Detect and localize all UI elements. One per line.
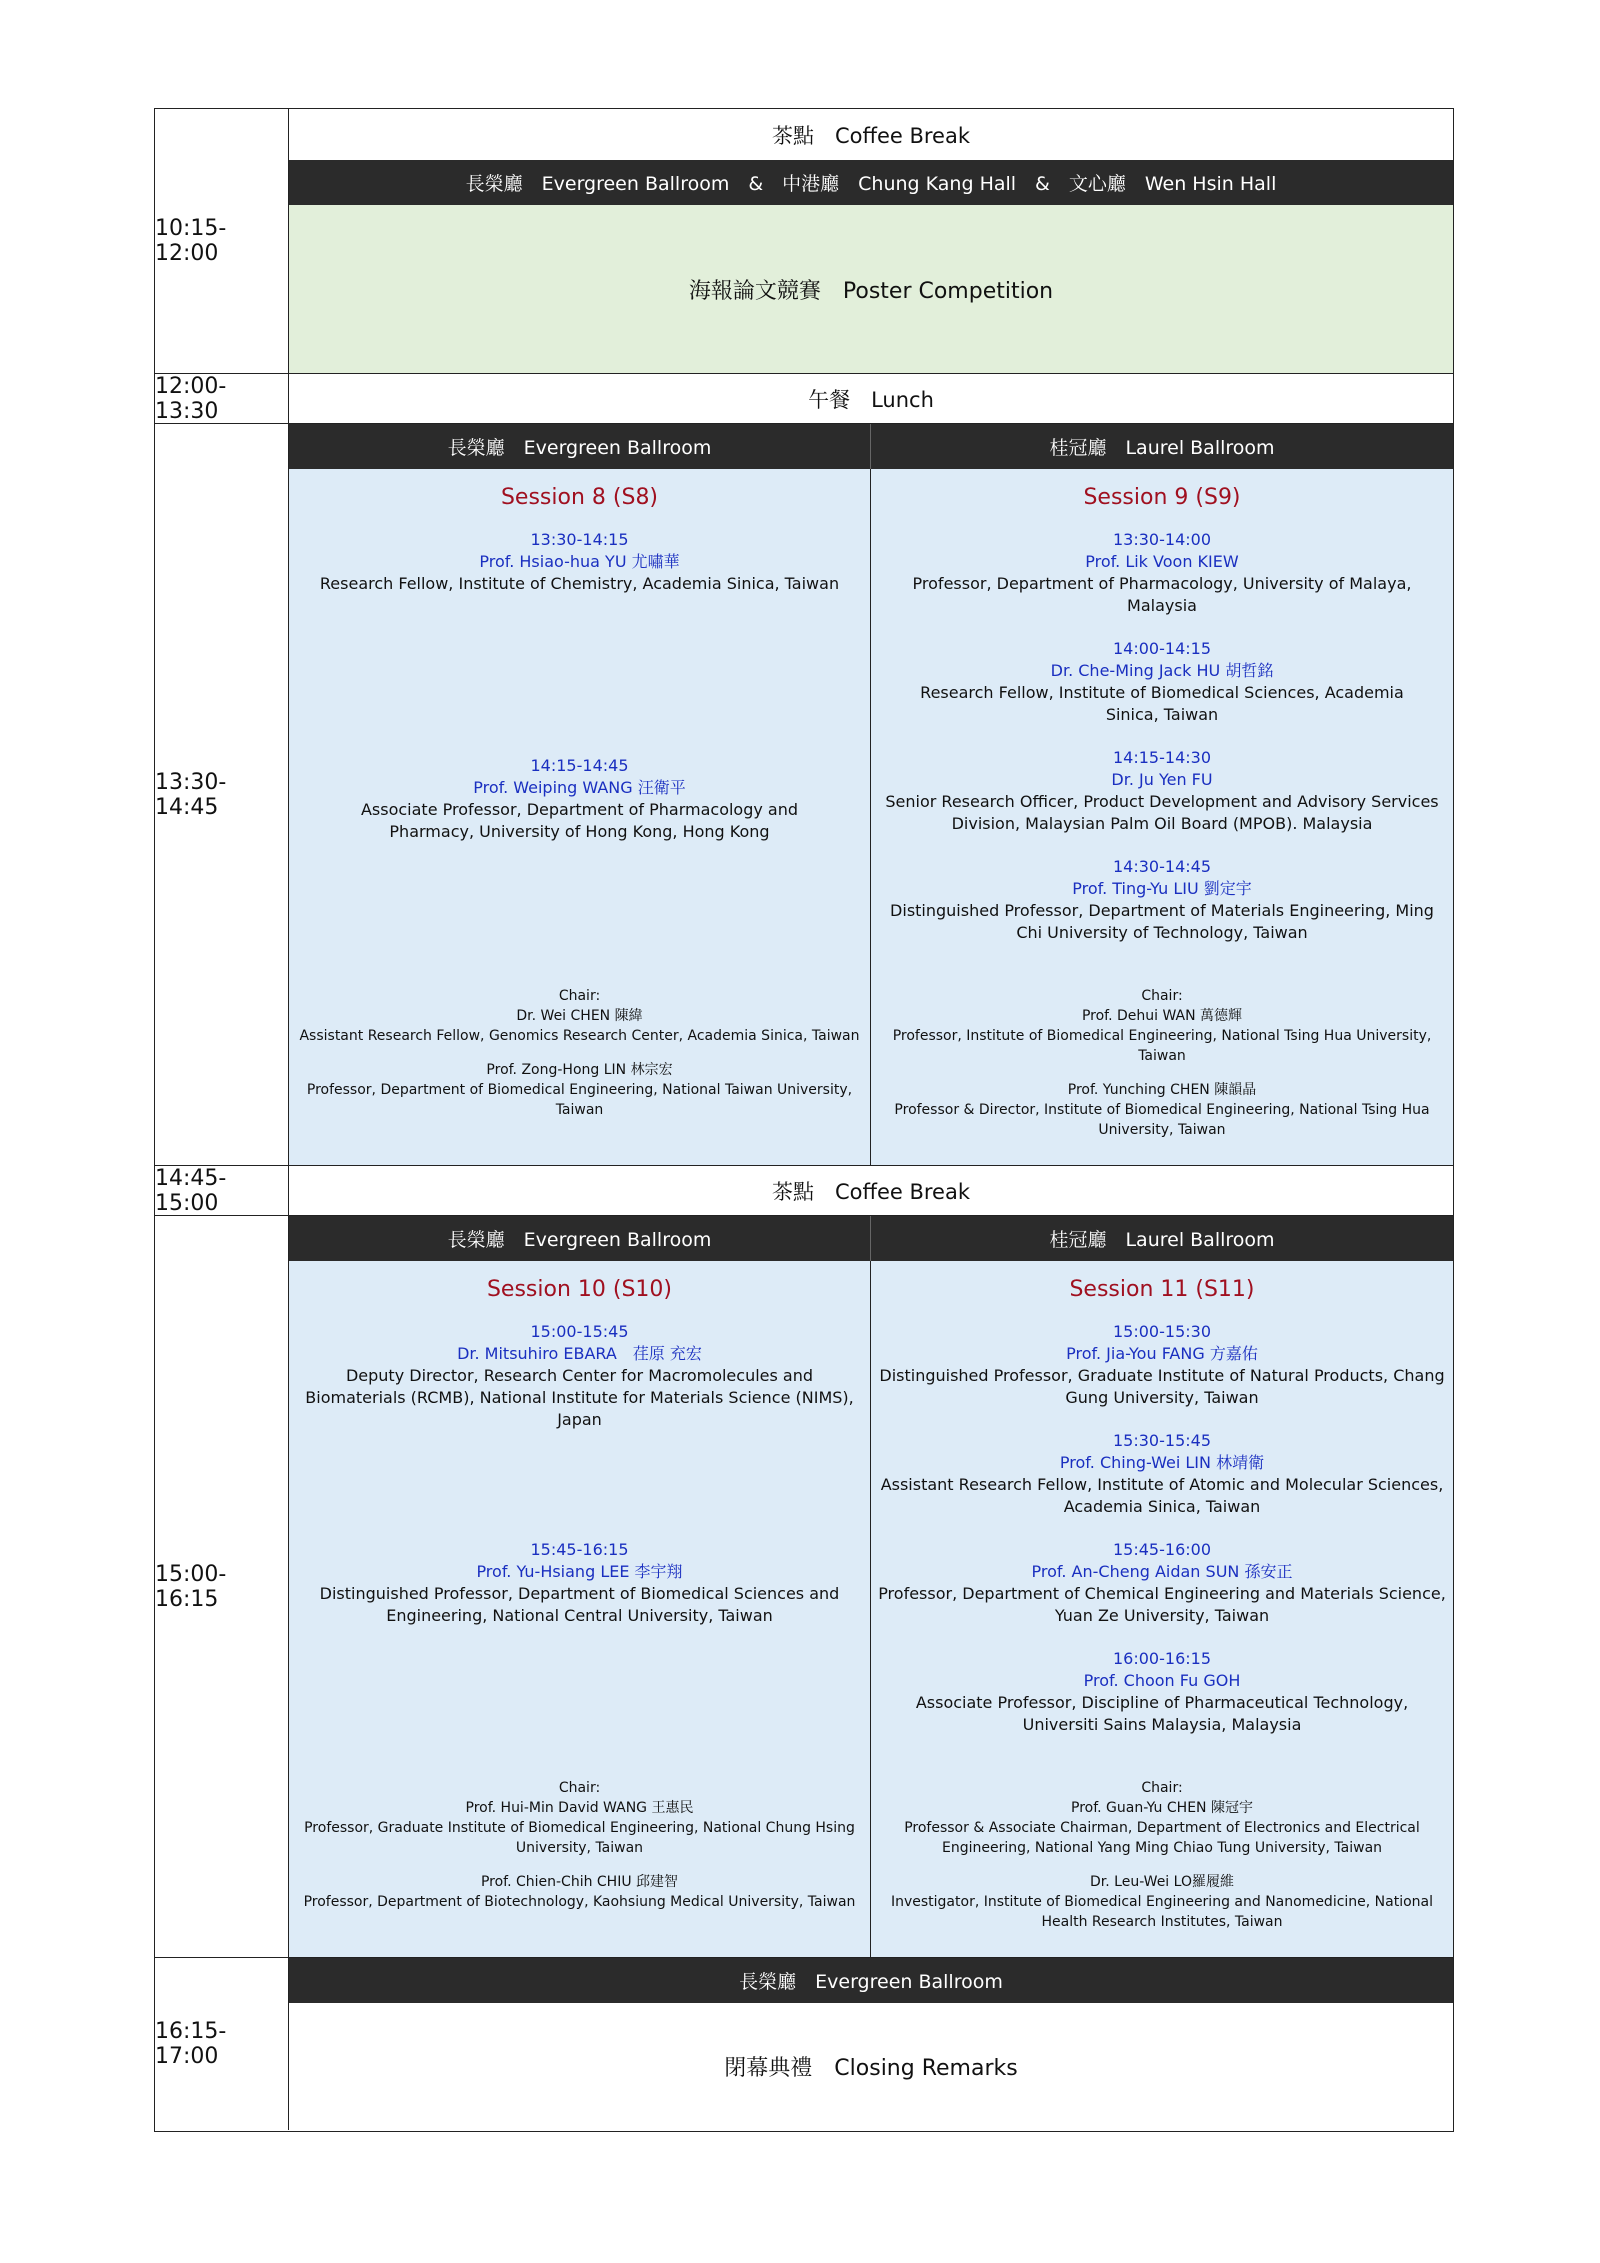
chair-label: Chair: — [1141, 988, 1183, 1004]
talk-item — [871, 1539, 1453, 1627]
time-slot: 16:15-17:00 — [155, 1958, 289, 2130]
poster-competition-title: 海報論文競賽 Poster Competition — [289, 205, 1453, 373]
talk-item — [871, 529, 1453, 617]
talk-item — [871, 856, 1453, 944]
row-poster — [155, 109, 1453, 373]
speaker-name: Prof. Lik Voon KIEW — [1085, 552, 1239, 571]
talk-time: 15:30-15:45 — [1113, 1431, 1211, 1450]
closing-remarks-title: 閉幕典禮 Closing Remarks — [289, 2003, 1453, 2130]
session-title: Session 10 (S10) — [486, 1277, 673, 1302]
talk-item — [871, 1321, 1453, 1409]
session-title: Session 9 (S9) — [1083, 485, 1241, 510]
time-slot: 10:15-12:00 — [155, 109, 289, 373]
talk-item — [289, 1321, 870, 1431]
chair-affiliation: Professor, Graduate Institute of Biomedical Engineering, National Chung Hsing University, Taiwan — [304, 1820, 855, 1856]
talk-item — [871, 1648, 1453, 1736]
speaker-affiliation: Assistant Research Fellow, Institute of Atomic and Molecular Sciences, Academia Sinica, Taiwan — [880, 1475, 1444, 1516]
speaker-name: Prof. Ching-Wei LIN 林靖衛 — [1059, 1453, 1265, 1472]
chair-affiliation: Professor, Department of Biotechnology, Kaohsiung Medical University, Taiwan — [303, 1894, 856, 1910]
session-8-cell — [289, 469, 870, 1165]
chair-name: Prof. Dehui WAN 萬德輝 — [1081, 1008, 1243, 1024]
talk-item — [871, 638, 1453, 726]
venue-evergreen: 長榮廳 Evergreen Ballroom — [447, 1229, 712, 1251]
talk-time: 15:45-16:00 — [1113, 1540, 1211, 1559]
session-title: Session 8 (S8) — [500, 485, 659, 510]
session-9-cell — [870, 469, 1453, 1165]
venue-bar — [289, 1216, 1453, 1261]
speaker-affiliation: Research Fellow, Institute of Biomedical Sciences, Academia Sinica, Taiwan — [920, 683, 1404, 724]
talk-time: 14:30-14:45 — [1113, 857, 1211, 876]
speaker-affiliation: Associate Professor, Discipline of Pharmaceutical Technology, Universiti Sains Malaysia, Malaysia — [915, 1693, 1409, 1734]
session-11-cell — [870, 1261, 1453, 1957]
speaker-affiliation: Senior Research Officer, Product Development and Advisory Services Division, Malaysian Palm Oil Board (MPOB). Malaysia — [885, 792, 1439, 833]
speaker-name: Dr. Mitsuhiro EBARA 荏原 充宏 — [457, 1344, 702, 1363]
chair-block — [871, 986, 1453, 1140]
speaker-affiliation: Distinguished Professor, Graduate Institute of Natural Products, Chang Gung University, Taiwan — [879, 1366, 1445, 1407]
time-slot: 15:00-16:15 — [155, 1216, 289, 1957]
talk-item — [289, 1539, 870, 1627]
session-10-cell — [289, 1261, 870, 1957]
row-sessions-10-11 — [155, 1215, 1453, 1957]
talk-time: 14:15-14:30 — [1113, 748, 1211, 767]
chair-name: Prof. Guan-Yu CHEN 陳冠宇 — [1071, 1800, 1253, 1816]
speaker-name: Prof. Hsiao-hua YU 尤嘯華 — [479, 552, 680, 571]
time-slot: 13:30-14:45 — [155, 424, 289, 1165]
speaker-name: Prof. Choon Fu GOH — [1083, 1671, 1241, 1690]
speaker-affiliation: Research Fellow, Institute of Chemistry, Academia Sinica, Taiwan — [319, 574, 840, 593]
speaker-affiliation: Professor, Department of Chemical Engineering and Materials Science, Yuan Ze University, Taiwan — [878, 1584, 1446, 1625]
chair-name: Prof. Hui-Min David WANG 王惠民 — [465, 1800, 694, 1816]
chair-block — [289, 1778, 870, 1912]
session-title: Session 11 (S11) — [1069, 1277, 1255, 1302]
venue-bar: 長榮廳 Evergreen Ballroom & 中港廳 Chung Kang Hall & 文心廳 Wen Hsin Hall — [289, 160, 1453, 205]
speaker-name: Prof. An-Cheng Aidan SUN 孫安正 — [1031, 1562, 1293, 1581]
speaker-affiliation: Deputy Director, Research Center for Macromolecules and Biomaterials (RCMB), National Institute for Materials Science (NIMS), Japan — [305, 1366, 854, 1429]
chair-affiliation: Assistant Research Fellow, Genomics Research Center, Academia Sinica, Taiwan — [299, 1028, 860, 1044]
chair-block — [871, 1778, 1453, 1932]
coffee-break-label: 茶點 Coffee Break — [289, 109, 1453, 161]
schedule-table — [154, 108, 1454, 2132]
chair-label: Chair: — [1141, 1780, 1183, 1796]
talk-item — [289, 529, 870, 595]
venue-evergreen: 長榮廳 Evergreen Ballroom — [447, 437, 712, 459]
talk-time: 14:00-14:15 — [1113, 639, 1211, 658]
talk-time: 15:00-15:45 — [530, 1322, 629, 1341]
venue-bar: 長榮廳 Evergreen Ballroom — [289, 1958, 1453, 2003]
speaker-name: Prof. Jia-You FANG 方嘉佑 — [1066, 1344, 1258, 1363]
talk-item — [289, 755, 870, 843]
chair-block — [289, 986, 870, 1120]
chair-name: Prof. Zong-Hong LIN 林宗宏 — [486, 1062, 673, 1078]
row-coffee-break — [155, 1165, 1453, 1215]
speaker-name: Dr. Ju Yen FU — [1111, 770, 1213, 789]
chair-label: Chair: — [558, 1780, 601, 1796]
chair-label: Chair: — [558, 988, 601, 1004]
talk-time: 16:00-16:15 — [1113, 1649, 1211, 1668]
speaker-affiliation: Professor, Department of Pharmacology, University of Malaya, Malaysia — [912, 574, 1412, 615]
talk-time: 15:00-15:30 — [1113, 1322, 1211, 1341]
row-sessions-8-9 — [155, 423, 1453, 1165]
chair-name: Prof. Chien-Chih CHIU 邱建智 — [480, 1874, 679, 1890]
chair-affiliation: Professor & Associate Chairman, Department of Electronics and Electrical Engineering, National Yang Ming Chiao Tung University, Taiwan — [904, 1820, 1420, 1856]
speaker-name: Prof. Ting-Yu LIU 劉定宇 — [1072, 879, 1252, 898]
coffee-break-label: 茶點 Coffee Break — [289, 1166, 1453, 1215]
chair-affiliation: Professor, Institute of Biomedical Engineering, National Tsing Hua University, Taiwan — [892, 1028, 1432, 1064]
chair-name: Prof. Yunching CHEN 陳韻晶 — [1067, 1082, 1257, 1098]
time-slot: 14:45-15:00 — [155, 1166, 289, 1215]
chair-name: Dr. Wei CHEN 陳緯 — [516, 1008, 643, 1024]
speaker-name: Prof. Yu-Hsiang LEE 李宇翔 — [476, 1562, 683, 1581]
lunch-label: 午餐 Lunch — [289, 374, 1453, 423]
row-lunch — [155, 373, 1453, 423]
venue-laurel: 桂冠廳 Laurel Ballroom — [870, 1216, 1453, 1261]
chair-name: Dr. Leu-Wei LO羅履維 — [1090, 1874, 1234, 1890]
chair-affiliation: Professor & Director, Institute of Biomedical Engineering, National Tsing Hua University, Taiwan — [894, 1102, 1430, 1138]
time-slot: 12:00-13:30 — [155, 374, 289, 423]
talk-time: 14:15-14:45 — [530, 756, 629, 775]
speaker-affiliation: Distinguished Professor, Department of Materials Engineering, Ming Chi University of Technology, Taiwan — [890, 901, 1434, 942]
speaker-affiliation: Distinguished Professor, Department of Biomedical Sciences and Engineering, National Central University, Taiwan — [319, 1584, 840, 1625]
chair-affiliation: Professor, Department of Biomedical Engineering, National Taiwan University, Taiwan — [306, 1082, 853, 1118]
talk-item — [871, 1430, 1453, 1518]
venue-bar — [289, 424, 1453, 469]
chair-affiliation: Investigator, Institute of Biomedical Engineering and Nanomedicine, National Health Research Institutes, Taiwan — [890, 1894, 1434, 1930]
talk-item — [871, 747, 1453, 835]
row-closing — [155, 1957, 1453, 2130]
talk-time: 15:45-16:15 — [530, 1540, 629, 1559]
speaker-name: Prof. Weiping WANG 汪衛平 — [473, 778, 686, 797]
venue-laurel: 桂冠廳 Laurel Ballroom — [870, 424, 1453, 469]
talk-time: 13:30-14:00 — [1113, 530, 1211, 549]
speaker-name: Dr. Che-Ming Jack HU 胡哲銘 — [1050, 661, 1274, 680]
speaker-affiliation: Associate Professor, Department of Pharmacology and Pharmacy, University of Hong Kong, Hong Kong — [360, 800, 799, 841]
talk-time: 13:30-14:15 — [530, 530, 629, 549]
